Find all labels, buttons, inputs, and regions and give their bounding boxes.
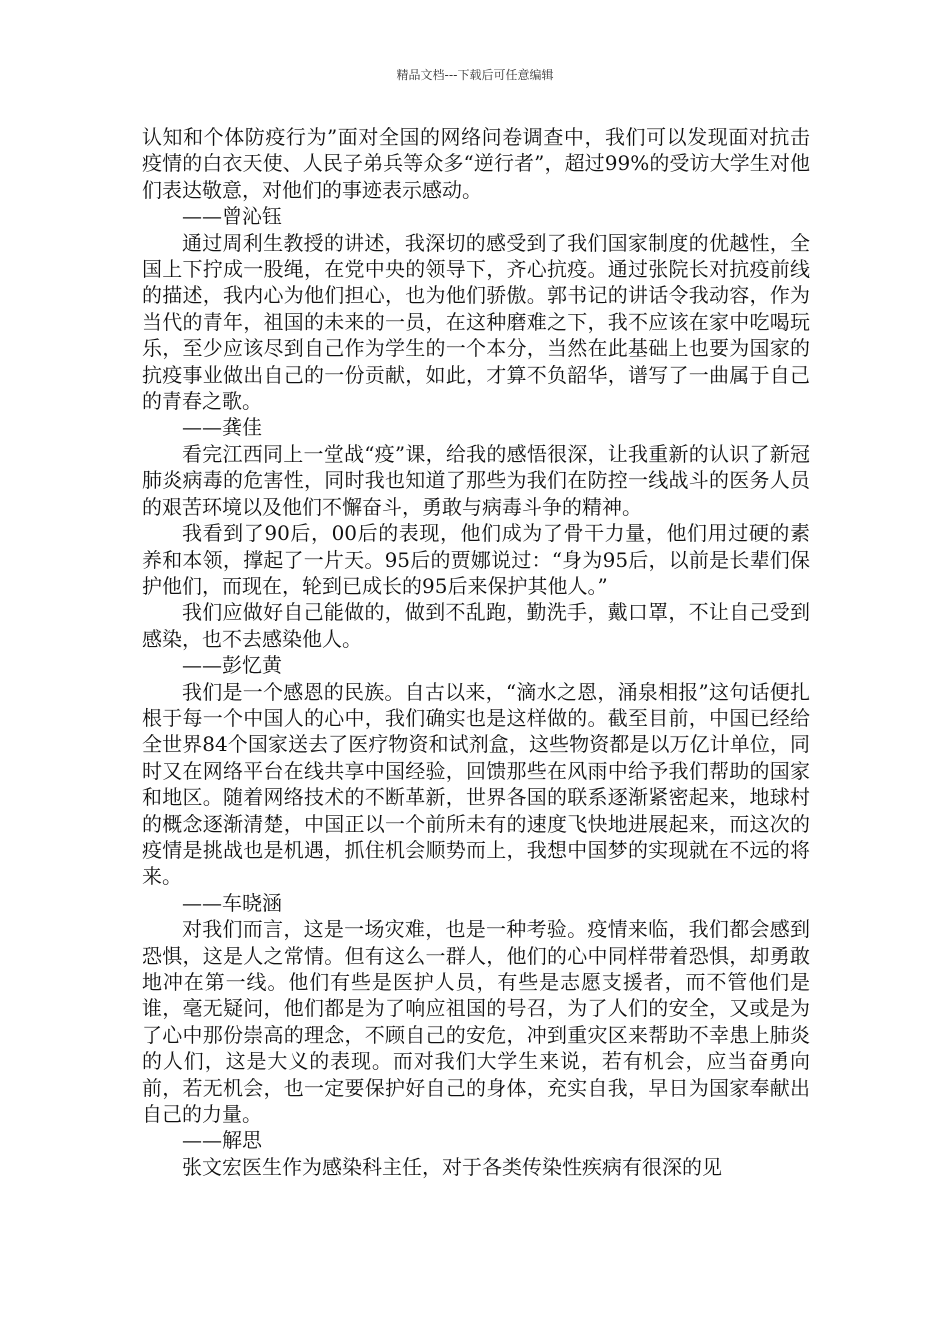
author-signature: ——解思 bbox=[182, 1128, 262, 1153]
author-signature: ——龚佳 bbox=[182, 415, 262, 440]
paragraph: 我们应做好自己能做的，做到不乱跑，勤洗手，戴口罩，不让自己受到感染，也不去感染他人。 bbox=[142, 600, 810, 651]
paragraph: 我们是一个感恩的民族。自古以来，“滴水之恩，涌泉相报”这句话便扎根于每一个中国人的心中，我们确实也是这样做的。截至目前，中国已经给全世界84个国家送去了医疗物资和试剂盒，这些物资都是以万亿计单位，同时又在网络平台在线共享中国经验，回馈那些在风雨中给予我们帮助的国家和地区。随着网络技术的不断革新，世界各国的联系逐渐紧密起来，地球村的概念逐渐清楚，中国正以一个前所未有的速度飞快地进展起来，而这次的疫情是挑战也是机遇，抓住机会顺势而上，我想中国梦的实现就在不远的将来。 bbox=[142, 679, 810, 889]
paragraph: 看完江西同上一堂战“疫”课，给我的感悟很深，让我重新的认识了新冠肺炎病毒的危害性，同时我也知道了那些为我们在防控一线战斗的医务人员的艰苦环境以及他们不懈奋斗，勇敢与病毒斗争的精神。 bbox=[142, 441, 810, 519]
paragraph: 认知和个体防疫行为”面对全国的网络问卷调查中，我们可以发现面对抗击疫情的白衣天使、人民子弟兵等众多“逆行者”，超过99%的受访大学生对他们表达敬意，对他们的事迹表示感动。 bbox=[142, 125, 810, 202]
author-signature: ——曾沁钰 bbox=[182, 204, 282, 229]
author-signature: ——彭忆黄 bbox=[182, 653, 282, 678]
author-signature: ——车晓涵 bbox=[182, 890, 282, 915]
paragraph: 我看到了90后，00后的表现，他们成为了骨干力量，他们用过硬的素养和本领，撑起了一片天。95后的贾娜说过：“身为95后，以前是长辈们保护他们，而现在，轮到已成长的95后来保护其他人。” bbox=[142, 521, 810, 598]
page-header: 精品文档---下载后可任意编辑 bbox=[396, 68, 554, 82]
document-body bbox=[142, 124, 810, 1180]
paragraph: 张文宏医生作为感染科主任，对于各类传染性疾病有很深的见 bbox=[182, 1154, 722, 1179]
paragraph: 对我们而言，这是一场灾难，也是一种考验。疫情来临，我们都会感到恐惧，这是人之常情。但有这么一群人，他们的心中同样带着恐惧，却勇敢地冲在第一线。他们有些是医护人员，有些是志愿支援者，而不管他们是谁，毫无疑问，他们都是为了响应祖国的号召，为了人们的安全，又或是为了心中那份崇高的理念，不顾自己的安危，冲到重灾区来帮助不幸患上肺炎的人们，这是大义的表现。而对我们大学生来说，若有机会，应当奋勇向前，若无机会，也一定要保护好自己的身体，充实自我，早日为国家奉献出自己的力量。 bbox=[142, 917, 810, 1127]
paragraph: 通过周利生教授的讲述，我深切的感受到了我们国家制度的优越性，全国上下拧成一股绳，在党中央的领导下，齐心抗疫。通过张院长对抗疫前线的描述，我内心为他们担心，也为他们骄傲。郭书记的讲话令我动容，作为当代的青年，祖国的未来的一员，在这种磨难之下，我不应该在家中吃喝玩乐，至少应该尽到自己作为学生的一个本分，当然在此基础上也要为国家的抗疫事业做出自己的一份贡献，如此，才算不负韶华，谱写了一曲属于自己的青春之歌。 bbox=[142, 230, 810, 414]
